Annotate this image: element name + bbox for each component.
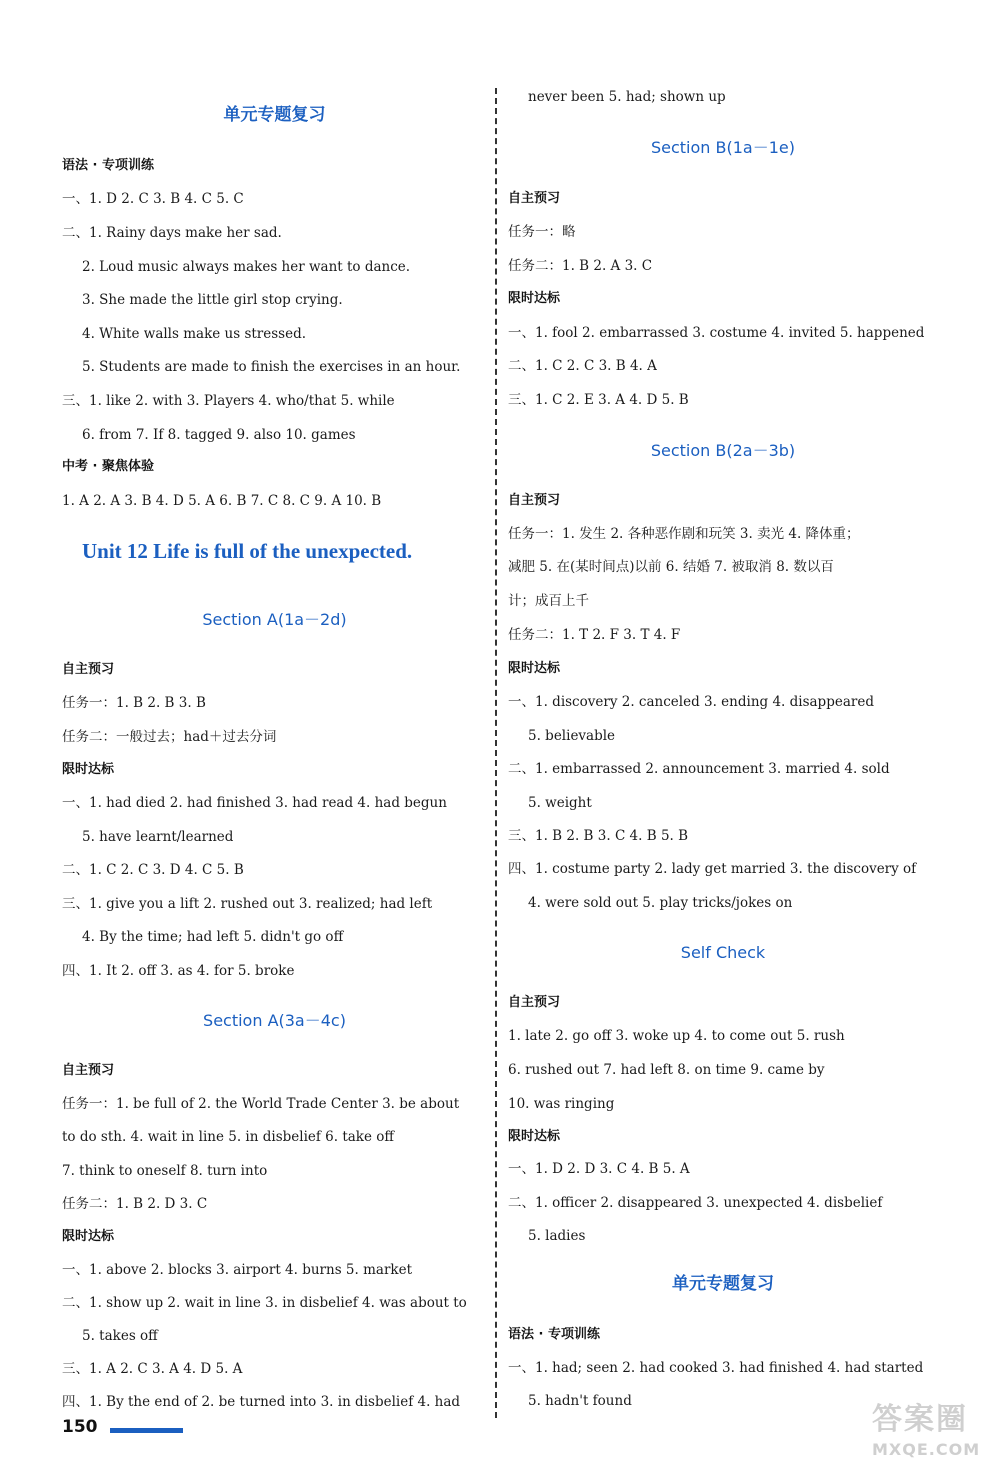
answer-line: 二、1. C 2. C 3. B 4. A (508, 358, 657, 374)
answer-line: 5. believable (528, 728, 616, 744)
answer-line: 3. She made the little girl stop crying. (82, 292, 343, 308)
answer-line: 减肥 5. 在(某时间点)以前 6. 结婚 7. 被取消 8. 数以百 (508, 559, 834, 575)
answer-line: 二、1. officer 2. disappeared 3. unexpected 4. disbelief (508, 1195, 883, 1211)
section-heading-b2: Section B(2a－3b) (650, 441, 796, 460)
answer-line: 三、1. A 2. C 3. A 4. D 5. A (62, 1361, 243, 1377)
answer-line: 计；成百上千 (508, 593, 589, 609)
answer-line: 4. White walls make us stressed. (82, 326, 307, 342)
answer-line: 6. rushed out 7. had left 8. on time 9. came by (508, 1062, 825, 1078)
section-heading-review: 单元专题复习 (672, 1274, 774, 1294)
subheading-timed: 限时达标 (62, 762, 115, 777)
subheading-timed: 限时达标 (508, 1129, 561, 1144)
unit-title: Unit 12 Life is full of the unexpected. (82, 539, 413, 563)
subheading-exam: 中考 · 聚焦体验 (62, 459, 154, 474)
answer-line: 一、1. above 2. blocks 3. airport 4. burns 5. market (62, 1262, 412, 1278)
answer-line: 二、1. C 2. C 3. D 4. C 5. B (62, 862, 244, 878)
answer-line: 4. By the time; had left 5. didn't go off (82, 929, 344, 945)
answer-line: 任务一：略 (508, 224, 576, 240)
subheading-preview: 自主预习 (62, 1063, 115, 1078)
answer-line: 4. were sold out 5. play tricks/jokes on (528, 895, 793, 911)
answer-line: 二、1. Rainy days make her sad. (62, 225, 282, 241)
answer-line: 三、1. give you a lift 2. rushed out 3. realized; had left (62, 896, 433, 912)
answer-line: 任务一：1. B 2. B 3. B (62, 695, 206, 711)
answer-line: 四、1. It 2. off 3. as 4. for 5. broke (62, 963, 295, 979)
subheading-grammar: 语法 · 专项训练 (508, 1327, 600, 1342)
answer-line: 任务二：一般过去；had＋过去分词 (62, 729, 277, 745)
answer-line: 6. from 7. If 8. tagged 9. also 10. games (82, 427, 356, 443)
answer-line: 三、1. B 2. B 3. C 4. B 5. B (508, 828, 689, 844)
answer-line: 5. weight (528, 795, 592, 811)
subheading-timed: 限时达标 (508, 661, 561, 676)
section-heading-b1: Section B(1a－1e) (650, 138, 795, 157)
answer-line: 任务二：1. B 2. D 3. C (62, 1196, 208, 1212)
section-heading-self-check: Self Check (680, 943, 766, 962)
section-heading-a2: Section A(3a－4c) (203, 1011, 346, 1030)
answer-line: 一、1. D 2. C 3. B 4. C 5. C (62, 191, 244, 207)
watermark-title: 答案圈 (872, 1402, 968, 1437)
answer-line: 一、1. D 2. D 3. C 4. B 5. A (508, 1161, 690, 1177)
answer-line: 5. hadn't found (528, 1393, 632, 1409)
section-heading-a1: Section A(1a－2d) (202, 610, 347, 629)
subheading-timed: 限时达标 (508, 291, 561, 306)
answer-line: 10. was ringing (508, 1096, 615, 1112)
answer-line: 1. late 2. go off 3. woke up 4. to come out 5. rush (508, 1028, 845, 1044)
subheading-preview: 自主预习 (62, 662, 115, 677)
answer-line: 5. have learnt/learned (82, 829, 234, 845)
page-number-bar (110, 1428, 183, 1433)
answer-line: 1. A 2. A 3. B 4. D 5. A 6. B 7. C 8. C 9. A 10. B (62, 493, 382, 509)
answer-line: 任务二：1. B 2. A 3. C (508, 258, 653, 274)
watermark-url: MXQE.COM (872, 1440, 981, 1459)
answer-line: 5. Students are made to finish the exercises in an hour. (82, 359, 461, 375)
answer-line: never been 5. had; shown up (528, 89, 726, 105)
answer-line: 二、1. show up 2. wait in line 3. in disbelief 4. was about to (62, 1295, 467, 1311)
answer-line: 三、1. C 2. E 3. A 4. D 5. B (508, 392, 689, 408)
section-heading-review: 单元专题复习 (223, 105, 326, 125)
answer-line: 5. takes off (82, 1328, 158, 1344)
answer-line: 2. Loud music always makes her want to dance. (82, 259, 411, 275)
answer-line: 一、1. fool 2. embarrassed 3. costume 4. invited 5. happened (508, 325, 925, 341)
answer-line: 任务二：1. T 2. F 3. T 4. F (508, 627, 681, 643)
answer-line: 5. ladies (528, 1228, 586, 1244)
answer-line: 任务一：1. be full of 2. the World Trade Center 3. be about (62, 1096, 460, 1112)
answer-line: 任务一：1. 发生 2. 各种恶作剧和玩笑 3. 卖光 4. 降体重； (508, 526, 860, 542)
answer-line: 二、1. embarrassed 2. announcement 3. married 4. sold (508, 761, 890, 777)
subheading-preview: 自主预习 (508, 191, 561, 206)
answer-line: 四、1. costume party 2. lady get married 3. the discovery of (508, 861, 917, 877)
subheading-preview: 自主预习 (508, 995, 561, 1010)
answer-line: 一、1. had died 2. had finished 3. had read 4. had begun (62, 795, 447, 811)
answer-line: 7. think to oneself 8. turn into (62, 1163, 268, 1179)
answer-line: 三、1. like 2. with 3. Players 4. who/that 5. while (62, 393, 395, 409)
subheading-timed: 限时达标 (62, 1229, 115, 1244)
answer-line: 一、1. had; seen 2. had cooked 3. had finished 4. had started (508, 1360, 924, 1376)
column-divider (495, 88, 497, 1418)
answer-line: 一、1. discovery 2. canceled 3. ending 4. disappeared (508, 694, 874, 710)
subheading-grammar: 语法 · 专项训练 (62, 158, 154, 173)
watermark-logo (872, 1400, 990, 1472)
subheading-preview: 自主预习 (508, 493, 561, 508)
answer-line: 四、1. By the end of 2. be turned into 3. in disbelief 4. had (62, 1394, 461, 1410)
page-number: 150 (62, 1417, 98, 1437)
answer-line: to do sth. 4. wait in line 5. in disbelief 6. take off (62, 1129, 394, 1145)
